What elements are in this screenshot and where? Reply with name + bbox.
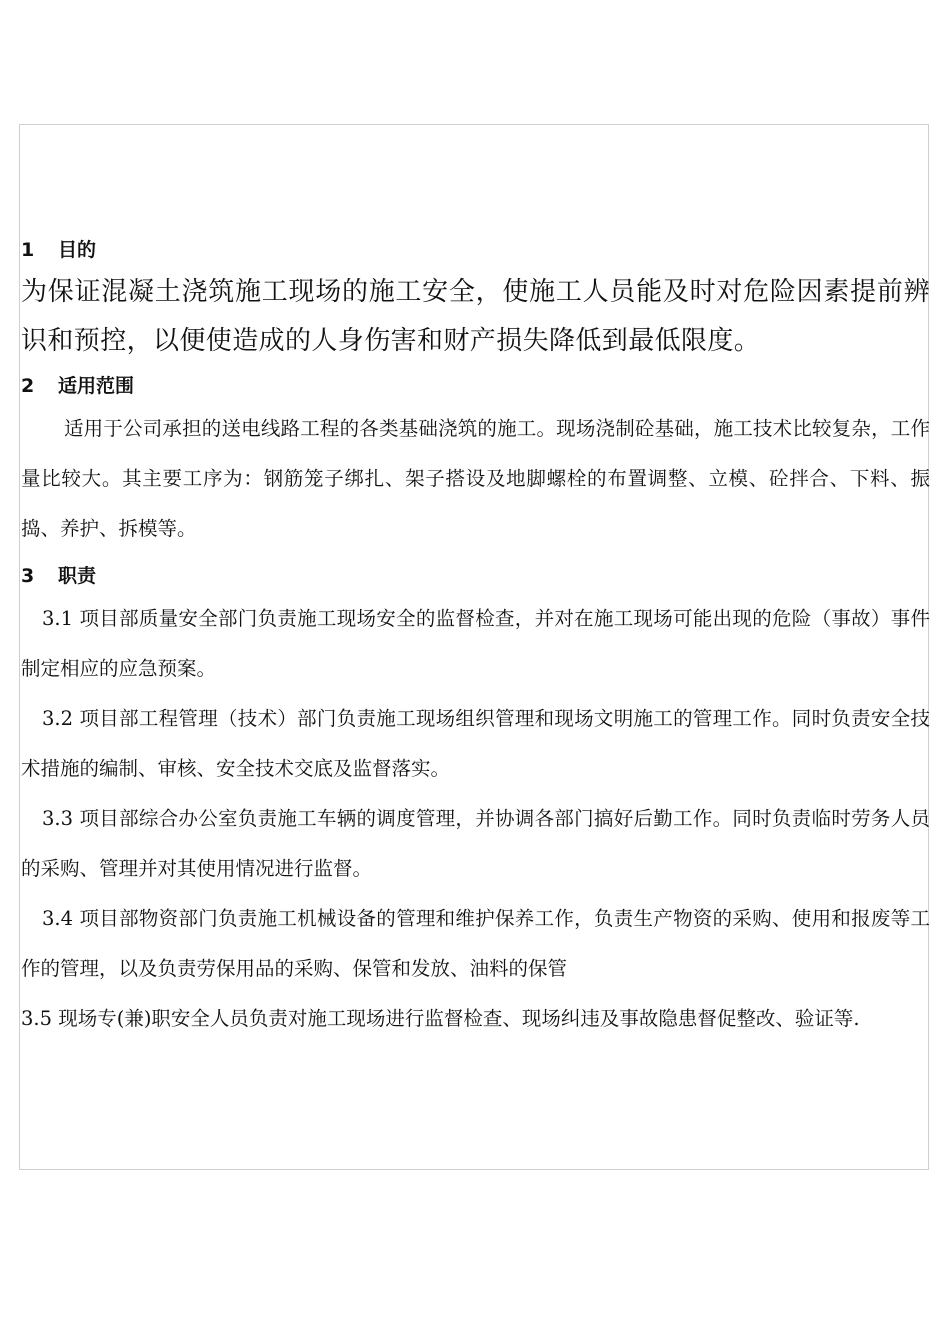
section-title: 职责: [58, 565, 97, 587]
section-number: 2: [21, 375, 35, 397]
duty-item: 3.3 项目部综合办公室负责施工车辆的调度管理，并协调各部门搞好后勤工作。同时负责临时劳务人员的采购、管理并对其使用情况进行监督。: [21, 807, 930, 880]
duty-item: 3.2 项目部工程管理（技术）部门负责施工现场组织管理和现场文明施工的管理工作。同时负责安全技术措施的编制、审核、安全技术交底及监督落实。: [21, 707, 930, 780]
section-heading-purpose: [21, 232, 930, 268]
purpose-text: 为保证混凝土浇筑施工现场的施工安全，使施工人员能及时对危险因素提前辨识和预控，以便使造成的人身伤害和财产损失降低到最低限度。: [21, 277, 930, 356]
section-heading-scope: [21, 368, 930, 404]
section-heading-duties: [21, 558, 930, 594]
document-body: [21, 232, 930, 1044]
duty-item: 3.1 项目部质量安全部门负责施工现场安全的监督检查，并对在施工现场可能出现的危险（事故）事件制定相应的应急预案。: [21, 607, 930, 680]
section-number: 1: [21, 239, 35, 261]
section-title: 适用范围: [58, 375, 135, 397]
duty-item: 3.5 现场专(兼)职安全人员负责对施工现场进行监督检查、现场纠违及事故隐患督促整改、验证等.: [21, 1007, 860, 1030]
duty-item: 3.4 项目部物资部门负责施工机械设备的管理和维护保养工作，负责生产物资的采购、使用和报废等工作的管理，以及负责劳保用品的采购、保管和发放、油料的保管: [21, 907, 930, 980]
section-title: 目的: [58, 239, 97, 261]
section-number: 3: [21, 565, 35, 587]
scope-text: 适用于公司承担的送电线路工程的各类基础浇筑的施工。现场浇制砼基础，施工技术比较复杂，工作量比较大。其主要工序为：钢筋笼子绑扎、架子搭设及地脚螺栓的布置调整、立模、砼拌合、下料、振捣、养护、拆模等。: [21, 417, 930, 540]
